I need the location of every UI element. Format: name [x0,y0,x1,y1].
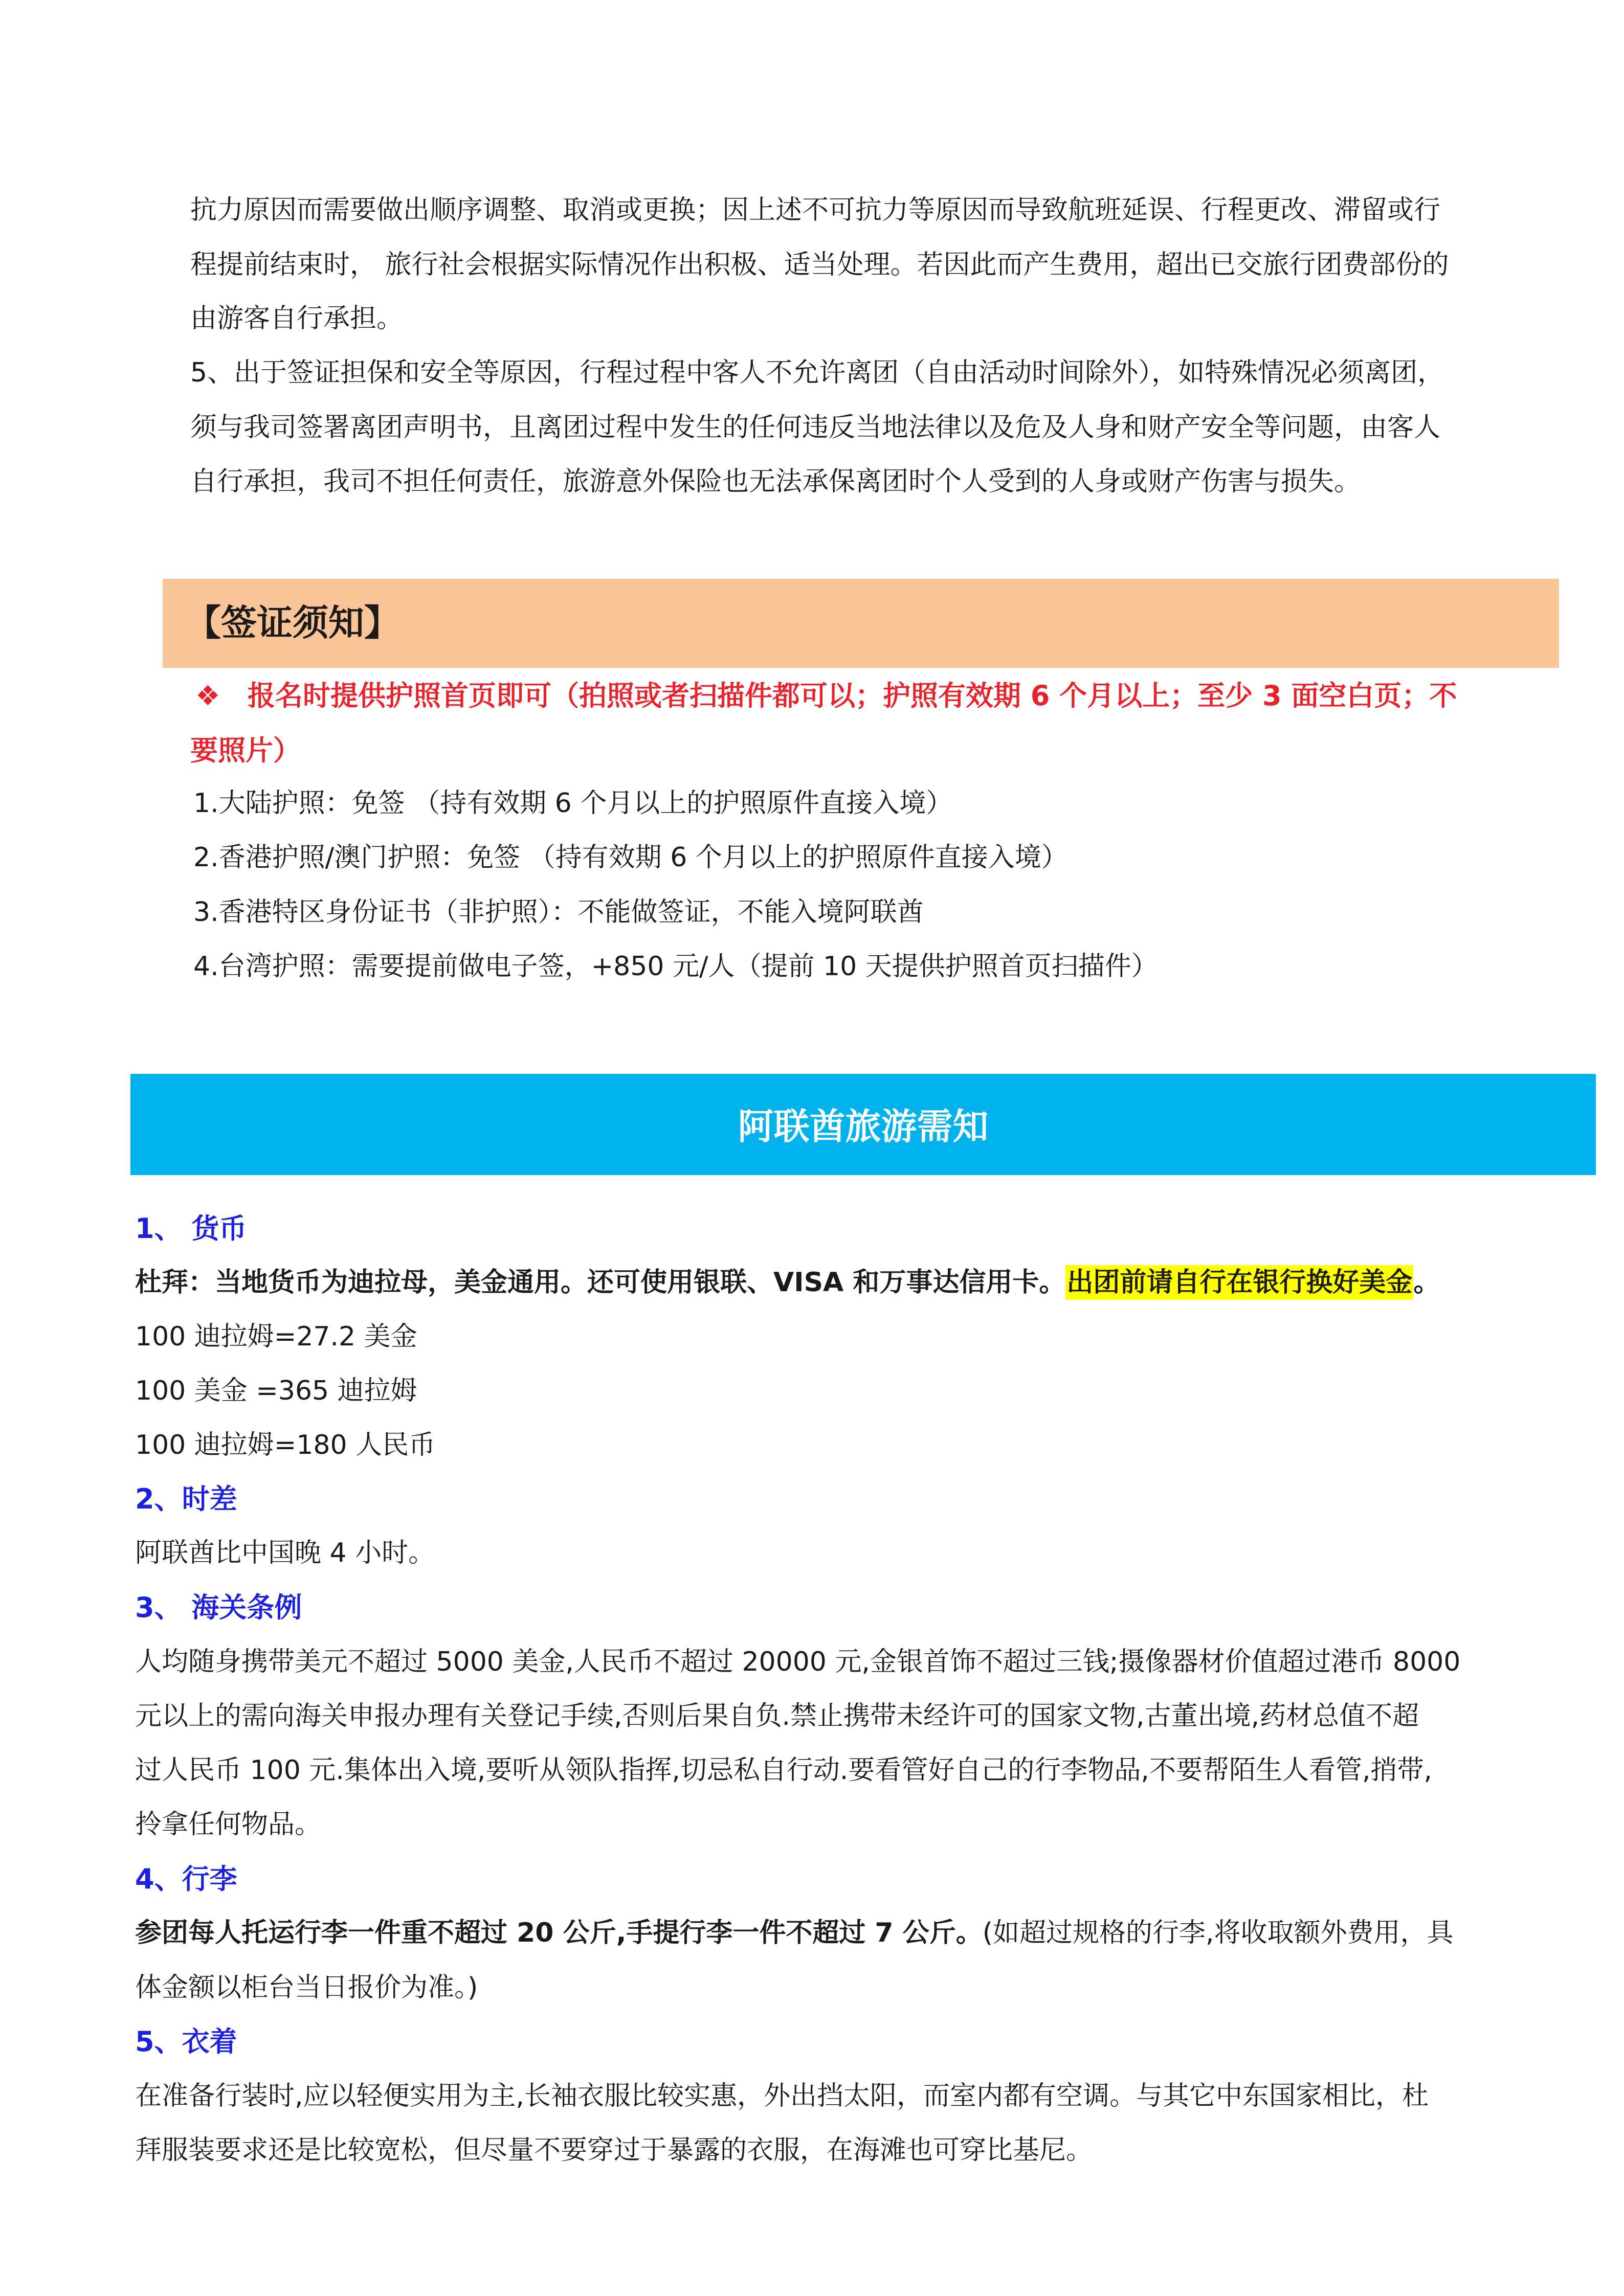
customs-line: 过人民币 100 元.集体出入境,要听从领队指挥,切忌私自行动.要看管好自己的行李物品,不要帮陌生人看管,捎带, [135,1755,1433,1786]
paragraph-line: 须与我司签署离团声明书，且离团过程中发生的任何违反当地法律以及危及人身和财产安全等问题，由客人 [190,412,1441,443]
currency-bold-text: 杜拜：当地货币为迪拉母，美金通用。还可使用银联、VISA 和万事达信用卡。 [135,1267,1066,1298]
luggage-rest-text: (如超过规格的行李,将收取额外费用，具 [982,1918,1454,1948]
visa-requirement-line: 要照片） [190,734,301,767]
clothing-line: 在准备行装时,应以轻便实用为主,长袖衣服比较实惠，外出挡太阳，而室内都有空调。与其它中东国家相比，杜 [135,2081,1429,2111]
exchange-rate-line: 100 美金 =365 迪拉姆 [135,1376,417,1406]
visa-section-title: 【签证须知】 [185,602,400,644]
luggage-bold-text: 参团每人托运行李一件重不超过 20 公斤,手提行李一件不超过 7 公斤。 [135,1918,983,1948]
visa-item: 3.香港特区身份证书（非护照）：不能做签证，不能入境阿联酋 [193,897,924,928]
paragraph-line: 5、出于签证担保和安全等原因，行程过程中客人不允许离团（自由活动时间除外），如特殊情况必须离团， [190,357,1444,388]
currency-line-end: 。 [1413,1267,1440,1298]
customs-line: 人均随身携带美元不超过 5000 美金,人民币不超过 20000 元,金银首饰不超过三钱;摄像器材价值超过港币 8000 [135,1647,1461,1677]
exchange-rate-line: 100 迪拉姆=27.2 美金 [135,1321,417,1352]
visa-item: 2.香港护照/澳门护照：免签 （持有效期 6 个月以上的护照原件直接入境） [193,842,1068,873]
paragraph-line: 程提前结束时， 旅行社会根据实际情况作出积极、适当处理。若因此而产生费用，超出已交旅行团费部份的 [190,250,1449,280]
currency-highlight-text: 出团前请自行在银行换好美金 [1065,1265,1413,1300]
travel-notes-bar [130,1074,1596,1175]
currency-line [135,1269,1440,1296]
customs-line: 拎拿任何物品。 [135,1809,322,1840]
paragraph-line: 由游客自行承担。 [190,303,404,334]
section-heading-timezone: 2、时差 [135,1483,237,1515]
diamond-bullet-icon: ❖ [195,680,220,712]
exchange-rate-line: 100 迪拉姆=180 人民币 [135,1430,436,1460]
section-heading-clothing: 5、衣着 [135,2025,237,2058]
section-heading-currency: 1、 货币 [135,1212,247,1245]
section-heading-luggage: 4、行李 [135,1863,237,1895]
customs-line: 元以上的需向海关申报办理有关登记手续,否则后果自负.禁止携带未经许可的国家文物,古董出境,药材总值不超 [135,1701,1419,1731]
visa-requirement-line: 报名时提供护照首页即可（拍照或者扫描件都可以；护照有效期 6 个月以上；至少 3 面空白页；不 [248,680,1457,712]
visa-item: 4.台湾护照：需要提前做电子签，+850 元/人（提前 10 天提供护照首页扫描件） [193,951,1158,982]
luggage-line [135,1920,1454,1946]
paragraph-line: 抗力原因而需要做出顺序调整、取消或更换；因上述不可抗力等原因而导致航班延误、行程更改、滞留或行 [190,195,1441,226]
timezone-text: 阿联酋比中国晚 4 小时。 [135,1538,435,1568]
visa-item: 1.大陆护照：免签 （持有效期 6 个月以上的护照原件直接入境） [193,788,953,819]
section-heading-customs: 3、 海关条例 [135,1591,302,1624]
luggage-line: 体金额以柜台当日报价为准。) [135,1972,478,2003]
clothing-line: 拜服装要求还是比较宽松，但尽量不要穿过于暴露的衣服，在海滩也可穿比基尼。 [135,2135,1093,2166]
travel-notes-title: 阿联酋旅游需知 [738,1106,989,1147]
paragraph-line: 自行承担，我司不担任何责任，旅游意外保险也无法承保离团时个人受到的人身或财产伤害与损失。 [190,466,1361,497]
